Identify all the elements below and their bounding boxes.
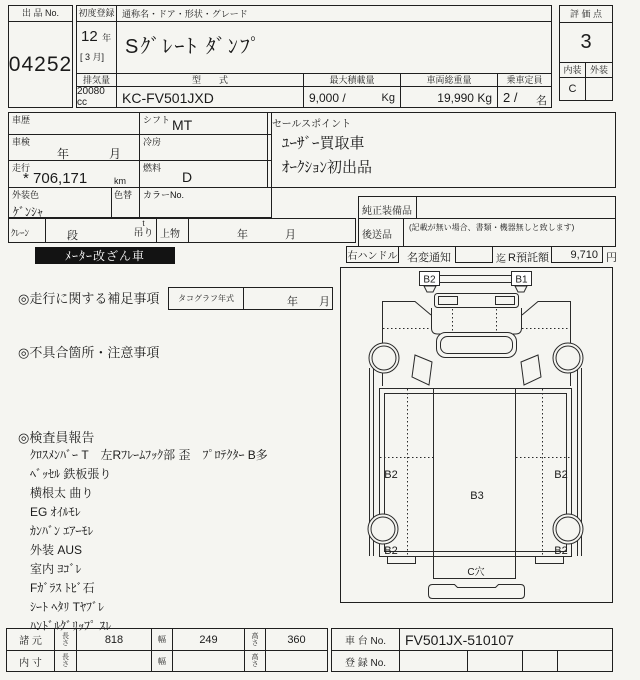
cab-front-panel (435, 294, 519, 308)
spec-height-label (245, 629, 266, 651)
spec-width-value: 249 (173, 629, 245, 651)
inner-width-label: 幅 (152, 651, 173, 671)
tachograph-label: タコグラフ年式 (169, 288, 244, 309)
exterior-color-value: ｹﾞﾝｼｬ (13, 205, 44, 219)
displacement-header: 排気量 (76, 73, 117, 87)
gvw-header: 車両総重量 (400, 73, 498, 87)
truck-top-view-diagram (341, 268, 612, 602)
length-char-bottom: さ (62, 639, 69, 647)
first-registration-month: [ 3 月] (80, 52, 105, 62)
interior-grade: C (559, 77, 586, 101)
crane-row (8, 218, 356, 243)
genuine-equipment-label: 純正装備品 (362, 206, 412, 217)
first-registration-header: 初度登録 (76, 5, 117, 22)
rear-notch-left (388, 557, 416, 564)
spec-row-label: 諸 元 (7, 629, 55, 651)
sales-point-line2: ｵｰｸｼｮﾝ初出品 (282, 159, 373, 176)
recolor-label: 色替 (114, 190, 133, 200)
model-name-header: 通称名・ドア・形状・グレード (116, 5, 552, 22)
diagram-label-mid-right: B2 (554, 469, 568, 481)
inspector-line: Fｶﾞﾗｽ ﾄﾋﾞ石 (30, 581, 95, 595)
shift-label: シフト (143, 115, 171, 125)
cargo-bed-inner (385, 394, 567, 552)
recolor-cell (111, 187, 140, 218)
right-mirror (521, 355, 541, 385)
defect-note-title: ◎不具合箇所・注意事項 (18, 345, 160, 360)
inspector-line: 室内 ﾖｺﾞﾚ (30, 562, 82, 576)
registration-cell-4 (558, 651, 614, 671)
mileage-value: * 706,171 (23, 170, 88, 187)
exterior-grade (585, 77, 613, 101)
crane-label-cell (9, 219, 46, 242)
front-right-wheel (553, 343, 583, 373)
inspector-line: ﾍﾞｯｾﾙ 鉄板張り (30, 467, 112, 481)
inspector-line: ﾊﾝﾄﾞﾙｸﾞﾘｯﾌﾟ ｽﾚ (30, 619, 112, 633)
shift-value: MT (172, 117, 193, 133)
model-code-header: 型 式 (116, 73, 304, 87)
items-to-follow-label: 後送品 (362, 230, 392, 241)
payload-value-cell (303, 86, 401, 108)
color-no-cell (139, 187, 272, 218)
cab-body (432, 308, 522, 334)
exterior-color-label: 外装色 (12, 190, 40, 200)
yen-label: 円 (606, 252, 617, 264)
inspector-line: ｸﾛｽﾒﾝﾊﾞｰ T 左Rﾌﾚｰﾑﾌｯｸ部 歪 ﾌﾟﾛﾃｸﾀｰ B多 (30, 448, 268, 462)
payload-header: 最大積載量 (303, 73, 401, 87)
right-handle-box: 右ハンドル (346, 246, 399, 263)
crane-label: ｸﾚｰﾝ (11, 228, 30, 238)
uwamono-month: 月 (285, 229, 296, 241)
name-change-box (455, 246, 493, 263)
inner-length-value (77, 651, 152, 671)
meter-tampering-badge: ﾒｰﾀｰ改ざん車 (35, 247, 175, 264)
tachograph-box (168, 287, 333, 310)
deposit-value-box: 9,710 (551, 246, 603, 263)
model-name-value: Sｸﾞﾚｰﾄ ﾀﾞﾝﾌﾟ (116, 21, 552, 74)
diagram-label-front-right: B1 (515, 274, 528, 286)
inner-height-label (245, 651, 266, 671)
aircon-label: 冷房 (143, 137, 162, 147)
genuine-equipment-label-cell (359, 197, 417, 218)
rear-notch-right (536, 557, 564, 564)
length-char-bottom: さ (62, 661, 69, 668)
interior-header: 内装 (559, 62, 586, 78)
exterior-header: 外装 (585, 62, 613, 78)
uwamono-label: 上物 (160, 229, 180, 240)
dimensions-table (6, 628, 328, 672)
inner-width-value (173, 651, 245, 671)
exterior-color-cell (8, 187, 112, 218)
capacity-header: 乗車定員 (497, 73, 552, 87)
registration-no-label: 登 録 No. (332, 651, 400, 671)
capacity-value: 2 / (503, 90, 518, 105)
sales-point-line1: ﾕｰｻﾞｰ買取車 (282, 135, 365, 152)
payload-value: 9,000 / (309, 91, 346, 105)
left-mirror (412, 355, 432, 385)
rear-bumper (429, 585, 525, 599)
chassis-table (331, 628, 613, 672)
inspector-line: ｶﾝﾊﾞﾝ ｴｱｰﾓﾚ (30, 524, 94, 538)
items-to-follow-row (358, 218, 616, 247)
items-to-follow-label-cell (359, 219, 404, 246)
score-value: 3 (559, 22, 613, 63)
model-code-value: KC-FV501JXD (116, 86, 304, 108)
crane-dan-label: 段 (67, 230, 78, 242)
diagram-label-rear-gate: C穴 (467, 567, 485, 578)
displacement-value: 20080 cc (76, 86, 117, 108)
bumper-foot-right (515, 286, 527, 292)
spec-height-value: 360 (266, 629, 327, 651)
diagram-label-rear-right: B2 (554, 545, 568, 557)
lot-number-value: 04252 (8, 21, 73, 108)
fuel-cell (139, 160, 272, 188)
uwamono-year: 年 (237, 229, 248, 241)
shaken-label: 車検 (12, 137, 31, 147)
spec-length-label (55, 629, 77, 651)
made-label: 迄 (496, 254, 506, 265)
tachograph-year: 年 (287, 296, 298, 308)
vehicle-diagram-box (340, 267, 613, 603)
inspector-line: ｼｰﾄ ﾍﾀﾘ Tﾔﾌﾞﾚ (30, 600, 104, 614)
bumper-foot-left (424, 286, 436, 292)
height-char-top: 高 (251, 654, 259, 661)
height-char-bottom: さ (251, 639, 259, 647)
diagram-label-rear-left: B2 (384, 545, 398, 557)
inspector-line: 横根太 曲り (30, 486, 94, 500)
height-char-top: 高 (251, 632, 259, 640)
name-change-label: 名変通知 (407, 252, 451, 264)
inspector-report-title: ◎検査員報告 (18, 430, 95, 445)
first-registration-year: 12 年 (81, 28, 112, 45)
lot-number-header-label: 出 品 No. (21, 8, 59, 18)
lot-number-header (8, 5, 73, 22)
spec-width-label: 幅 (152, 629, 173, 651)
registration-cell-2 (468, 651, 523, 671)
deposit-label: R預託額 (508, 252, 549, 264)
payload-unit: Kg (381, 92, 395, 104)
inspector-line: EG ｵｲﾙﾓﾚ (30, 505, 81, 519)
mileage-label: 走行 (12, 163, 31, 173)
inner-height-value (266, 651, 327, 671)
rear-right-wheel (553, 514, 583, 544)
shift-cell (139, 112, 272, 135)
diagram-label-center: B3 (470, 490, 484, 502)
mileage-unit: km (114, 176, 126, 186)
length-char-top: 長 (62, 632, 69, 640)
first-registration-cell (76, 21, 117, 74)
inner-row-label: 内 寸 (7, 651, 55, 671)
history-label: 車歴 (12, 115, 31, 125)
capacity-cell (497, 86, 552, 108)
chassis-no-value: FV501JX-510107 (400, 629, 612, 651)
fuel-label: 燃料 (143, 163, 162, 173)
diagram-label-front-left: B2 (423, 274, 436, 286)
history-cell (8, 112, 140, 135)
crane-t-unit: t (142, 219, 145, 228)
items-to-follow-note: (記載が無い場合、書類・機器無しと致します) (409, 223, 575, 232)
mileage-cell (8, 160, 140, 188)
inner-length-label (55, 651, 77, 671)
registration-cell-1 (400, 651, 468, 671)
front-left-wheel (369, 343, 399, 373)
diagram-label-mid-left: B2 (384, 469, 398, 481)
gvw-value: 19,990 Kg (400, 86, 498, 108)
registration-cell-3 (523, 651, 558, 671)
aircon-cell (139, 134, 272, 161)
sales-point-box (267, 112, 616, 188)
capacity-unit: 名 (536, 95, 547, 107)
color-no-label: カラーNo. (143, 190, 185, 200)
mileage-note-title: ◎走行に関する補足事項 (18, 291, 160, 306)
length-char-top: 長 (62, 654, 69, 661)
sales-point-label: セールスポイント (272, 119, 352, 130)
fuel-value: D (182, 169, 193, 185)
uwamono-cell (156, 219, 189, 242)
crane-tsuri-label (131, 220, 156, 240)
score-header: 評 価 点 (559, 5, 613, 23)
chassis-no-label: 車 台 No. (332, 629, 400, 651)
genuine-equipment-row (358, 196, 616, 219)
height-char-bottom: さ (251, 661, 259, 668)
shaken-month: 月 (109, 147, 122, 161)
inspector-line: 外装 AUS (30, 543, 83, 557)
shaken-cell (8, 134, 140, 161)
shaken-year: 年 (57, 147, 70, 161)
rear-left-wheel (368, 514, 398, 544)
crane-tsuri-text: 吊り (133, 228, 154, 239)
inspector-report-lines (30, 446, 336, 636)
spec-length-value: 818 (77, 629, 152, 651)
tachograph-month: 月 (319, 296, 330, 308)
